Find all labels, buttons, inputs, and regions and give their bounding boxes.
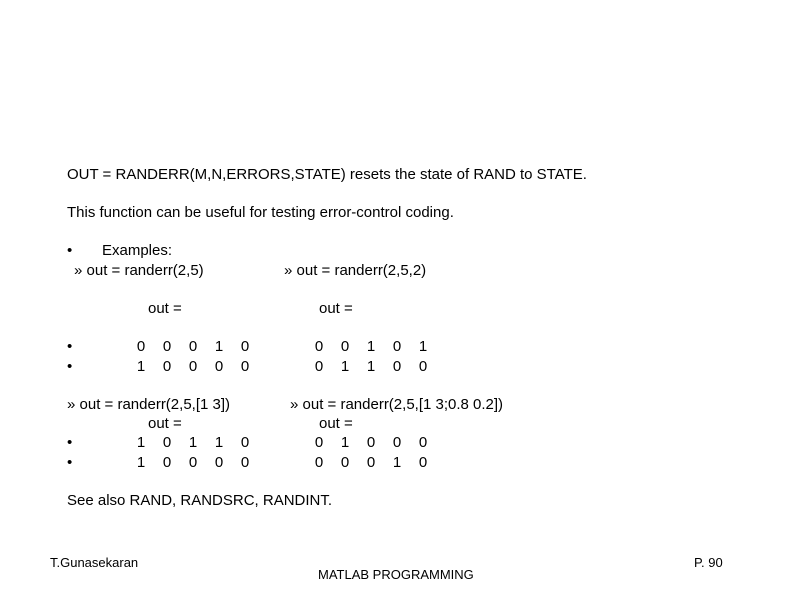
matrix-cell: 0 [418, 454, 428, 471]
matrix-cell: 1 [214, 434, 224, 451]
bullet: • [67, 434, 73, 451]
bullet: • [67, 358, 73, 375]
matrix-cell: 1 [392, 454, 402, 471]
matrix-cell: 1 [136, 454, 146, 471]
bullet: • [67, 338, 73, 355]
matrix-cell: 1 [340, 434, 350, 451]
footer-title: MATLAB PROGRAMMING [318, 567, 474, 582]
matrix-cell: 0 [392, 358, 402, 375]
example-4-out-label: out = [319, 415, 353, 432]
matrix-cell: 1 [214, 338, 224, 355]
example-3-out-label: out = [148, 415, 182, 432]
matrix-cell: 1 [136, 358, 146, 375]
footer-page-number: P. 90 [694, 555, 723, 570]
matrix-cell: 0 [366, 454, 376, 471]
example-1-command: » out = randerr(2,5) [74, 262, 204, 279]
matrix-cell: 0 [162, 454, 172, 471]
matrix-cell: 0 [392, 338, 402, 355]
bullet: • [67, 242, 73, 259]
usage-note-line: This function can be useful for testing error-control coding. [67, 204, 454, 221]
bullet: • [67, 454, 73, 471]
example-2-out-label: out = [319, 300, 353, 317]
example-1-out-label: out = [148, 300, 182, 317]
matrix-cell: 0 [240, 434, 250, 451]
matrix-cell: 0 [188, 454, 198, 471]
matrix-cell: 0 [188, 338, 198, 355]
matrix-cell: 1 [366, 358, 376, 375]
matrix-cell: 1 [340, 358, 350, 375]
matrix-cell: 0 [188, 358, 198, 375]
matrix-cell: 0 [418, 358, 428, 375]
matrix-cell: 1 [366, 338, 376, 355]
matrix-cell: 0 [162, 338, 172, 355]
matrix-cell: 0 [136, 338, 146, 355]
matrix-cell: 1 [418, 338, 428, 355]
description-line: OUT = RANDERR(M,N,ERRORS,STATE) resets the state of RAND to STATE. [67, 166, 587, 183]
matrix-cell: 0 [366, 434, 376, 451]
matrix-cell: 1 [136, 434, 146, 451]
example-4-command: » out = randerr(2,5,[1 3;0.8 0.2]) [290, 396, 504, 413]
matrix-cell: 0 [214, 454, 224, 471]
footer-author: T.Gunasekaran [50, 555, 139, 570]
matrix-cell: 0 [240, 454, 250, 471]
matrix-cell: 0 [240, 338, 250, 355]
matrix-cell: 0 [314, 434, 324, 451]
matrix-cell: 0 [214, 358, 224, 375]
matrix-cell: 0 [314, 454, 324, 471]
matrix-cell: 0 [340, 338, 350, 355]
example-2-command: » out = randerr(2,5,2) [284, 262, 427, 279]
matrix-cell: 0 [314, 338, 324, 355]
matrix-cell: 1 [188, 434, 198, 451]
matrix-cell: 0 [418, 434, 428, 451]
matrix-cell: 0 [162, 434, 172, 451]
see-also-line: See also RAND, RANDSRC, RANDINT. [67, 492, 333, 509]
matrix-cell: 0 [240, 358, 250, 375]
matrix-cell: 0 [162, 358, 172, 375]
matrix-cell: 0 [340, 454, 350, 471]
matrix-cell: 0 [314, 358, 324, 375]
matrix-cell: 0 [392, 434, 402, 451]
examples-label: Examples: [102, 242, 173, 259]
example-3-command: » out = randerr(2,5,[1 3]) [67, 396, 231, 413]
